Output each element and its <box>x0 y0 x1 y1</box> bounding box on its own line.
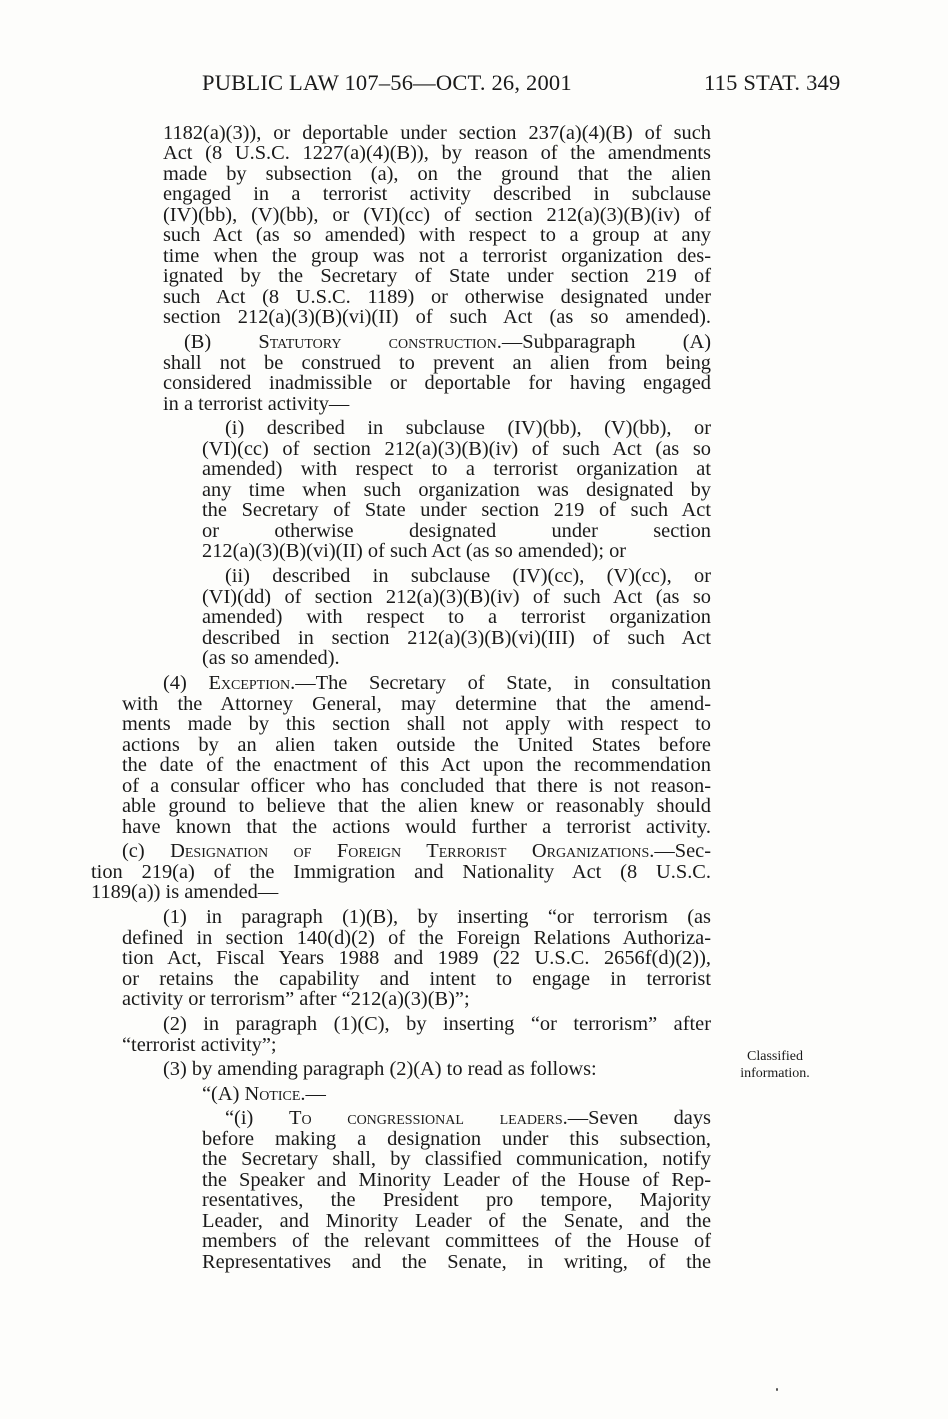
text-line <box>122 795 711 817</box>
line-text: Representatives and the Senate, in writing, of the <box>202 1251 711 1273</box>
line-text: able ground to believe that the alien knew or reasonably should <box>122 795 711 817</box>
small-caps-heading: Designation of Foreign Terrorist Organizations <box>170 840 650 862</box>
text-line <box>202 1148 711 1170</box>
small-caps-heading: To congressional leaders <box>288 1107 563 1129</box>
paragraph-designator: “(i) <box>225 1107 289 1129</box>
line-text: or retains the capability and intent to engage in terrorist <box>122 968 711 990</box>
line-text: (ii) described in subclause (IV)(cc), (V)(cc), or <box>225 565 711 587</box>
line-text: engaged in a terrorist activity described in subclause <box>163 183 711 205</box>
text-line <box>163 183 711 205</box>
text-line <box>202 1230 711 1252</box>
text-line <box>225 1107 711 1129</box>
line-text: 1189(a)) is amended— <box>91 881 279 903</box>
paragraph-designator: “(A) <box>202 1083 245 1105</box>
line-text: the date of the enactment of this Act upon the recommendation <box>122 754 711 776</box>
line-text: (1) in paragraph (1)(B), by inserting “or terrorism (as <box>163 906 711 928</box>
text-line <box>163 163 711 185</box>
text-line <box>163 265 711 287</box>
line-text: in a terrorist activity— <box>163 393 350 415</box>
scan-speck <box>776 1388 778 1391</box>
text-line <box>122 734 711 756</box>
small-caps-heading: Exception <box>208 672 291 694</box>
text-line <box>202 647 711 669</box>
text-line <box>163 245 711 267</box>
header-citation: PUBLIC LAW 107–56—OCT. 26, 2001 <box>202 70 572 95</box>
line-text: with the Attorney General, may determine that the amend- <box>122 693 711 715</box>
line-text: actions by an alien taken outside the United States before <box>122 734 711 756</box>
paragraph-designator: (B) <box>184 331 259 353</box>
text-line <box>184 331 711 353</box>
text-line <box>122 1034 711 1056</box>
line-text: ignated by the Secretary of State under section 219 of <box>163 265 711 287</box>
line-text: ments made by this section shall not apply with respect to <box>122 713 711 735</box>
line-text: .—The Secretary of State, in consultation <box>290 672 711 694</box>
line-text: (VI)(dd) of section 212(a)(3)(B)(iv) of such Act (as so <box>202 586 711 608</box>
line-text: .— <box>300 1083 326 1105</box>
text-line <box>163 306 711 328</box>
line-text: made by subsection (a), on the ground that the alien <box>163 163 711 185</box>
line-text: 1182(a)(3)), or deportable under section 237(a)(4)(B) of such <box>163 122 711 144</box>
paragraph-designator: (4) <box>163 672 209 694</box>
small-caps-heading: Notice <box>244 1083 301 1105</box>
line-text: the Secretary shall, by classified communication, notify <box>202 1148 711 1170</box>
text-line <box>163 224 711 246</box>
line-text: .—Seven days <box>562 1107 711 1129</box>
line-text: considered inadmissible or deportable for having engaged <box>163 372 711 394</box>
line-text: tion Act, Fiscal Years 1988 and 1989 (22 U.S.C. 2656f(d)(2)), <box>122 947 711 969</box>
line-text: before making a designation under this subsection, <box>202 1128 711 1150</box>
line-text: the Secretary of State under section 219 of such Act <box>202 499 711 521</box>
line-text: .—Subparagraph (A) <box>496 331 711 353</box>
text-line <box>122 947 711 969</box>
line-text: section 212(a)(3)(B)(vi)(II) of such Act (as so amended). <box>163 306 711 328</box>
line-text: amended) with respect to a terrorist organization at <box>202 458 711 480</box>
text-line <box>225 565 711 587</box>
text-line <box>163 1058 711 1080</box>
line-text: activity or terrorism” after “212(a)(3)(B)”; <box>122 988 470 1010</box>
margin-note-line: information. <box>740 1066 810 1081</box>
line-text: (IV)(bb), (V)(bb), or (VI)(cc) of section 212(a)(3)(B)(iv) of <box>163 204 711 226</box>
text-line <box>163 204 711 226</box>
text-line <box>122 840 711 862</box>
text-line <box>202 1189 711 1211</box>
text-line <box>122 754 711 776</box>
paragraph-designator: (c) <box>122 840 171 862</box>
line-text: the Speaker and Minority Leader of the House of Rep- <box>202 1169 711 1191</box>
text-line <box>202 540 711 562</box>
line-text: tion 219(a) of the Immigration and Nationality Act (8 U.S.C. <box>91 861 711 883</box>
line-text: 212(a)(3)(B)(vi)(II) of such Act (as so amended); or <box>202 540 627 562</box>
text-line <box>225 417 711 439</box>
line-text: resentatives, the President pro tempore, Majority <box>202 1189 711 1211</box>
line-text: such Act (8 U.S.C. 1189) or otherwise designated under <box>163 286 711 308</box>
line-text: (3) by amending paragraph (2)(A) to read as follows: <box>163 1058 597 1080</box>
text-line <box>163 142 711 164</box>
header-page-number: 115 STAT. 349 <box>704 70 841 95</box>
text-line <box>122 816 711 838</box>
line-text: time when the group was not a terrorist organization des- <box>163 245 711 267</box>
line-text: of a consular officer who has concluded that there is not reason- <box>122 775 711 797</box>
text-line <box>202 520 711 542</box>
text-line <box>163 352 711 374</box>
text-line <box>202 1083 711 1105</box>
text-line <box>202 1128 711 1150</box>
running-header <box>0 70 948 110</box>
line-text: Leader, and Minority Leader of the Senate, and the <box>202 1210 711 1232</box>
line-text: (i) described in subclause (IV)(bb), (V)(bb), or <box>225 417 711 439</box>
text-line <box>202 499 711 521</box>
small-caps-heading: Statutory construction <box>258 331 497 353</box>
line-text: shall not be construed to prevent an alien from being <box>163 352 711 374</box>
line-text: (2) in paragraph (1)(C), by inserting “or terrorism” after <box>163 1013 711 1035</box>
text-line <box>163 122 711 144</box>
line-text: any time when such organization was designated by <box>202 479 711 501</box>
text-line <box>202 586 711 608</box>
text-line <box>122 713 711 735</box>
line-text: Act (8 U.S.C. 1227(a)(4)(B)), by reason of the amendments <box>163 142 711 164</box>
text-line <box>202 627 711 649</box>
line-text: (as so amended). <box>202 647 340 669</box>
text-line <box>163 906 711 928</box>
text-line <box>163 672 711 694</box>
text-line <box>202 479 711 501</box>
text-line <box>202 438 711 460</box>
text-line <box>91 881 711 903</box>
line-text: described in section 212(a)(3)(B)(vi)(III) of such Act <box>202 627 711 649</box>
text-line <box>122 988 711 1010</box>
line-text: defined in section 140(d)(2) of the Foreign Relations Authoriza- <box>122 927 711 949</box>
line-text: “terrorist activity”; <box>122 1034 277 1056</box>
text-line <box>122 775 711 797</box>
margin-note <box>730 1048 820 1082</box>
text-line <box>122 968 711 990</box>
line-text: such Act (as so amended) with respect to a group at any <box>163 224 711 246</box>
text-line <box>122 693 711 715</box>
text-line <box>163 1013 711 1035</box>
text-line <box>163 393 711 415</box>
line-text: amended) with respect to a terrorist organization <box>202 606 711 628</box>
text-line <box>202 606 711 628</box>
line-text: (VI)(cc) of section 212(a)(3)(B)(iv) of such Act (as so <box>202 438 711 460</box>
text-line <box>122 927 711 949</box>
text-line <box>202 1251 711 1273</box>
text-line <box>202 1210 711 1232</box>
line-text: have known that the actions would further a terrorist activity. <box>122 816 711 838</box>
text-line <box>91 861 711 883</box>
text-line <box>163 286 711 308</box>
text-line <box>202 1169 711 1191</box>
margin-note-line: Classified <box>747 1049 803 1064</box>
line-text: or otherwise designated under section <box>202 520 711 542</box>
text-line <box>163 372 711 394</box>
line-text: members of the relevant committees of the House of <box>202 1230 711 1252</box>
text-line <box>202 458 711 480</box>
line-text: .—Sec- <box>649 840 711 862</box>
